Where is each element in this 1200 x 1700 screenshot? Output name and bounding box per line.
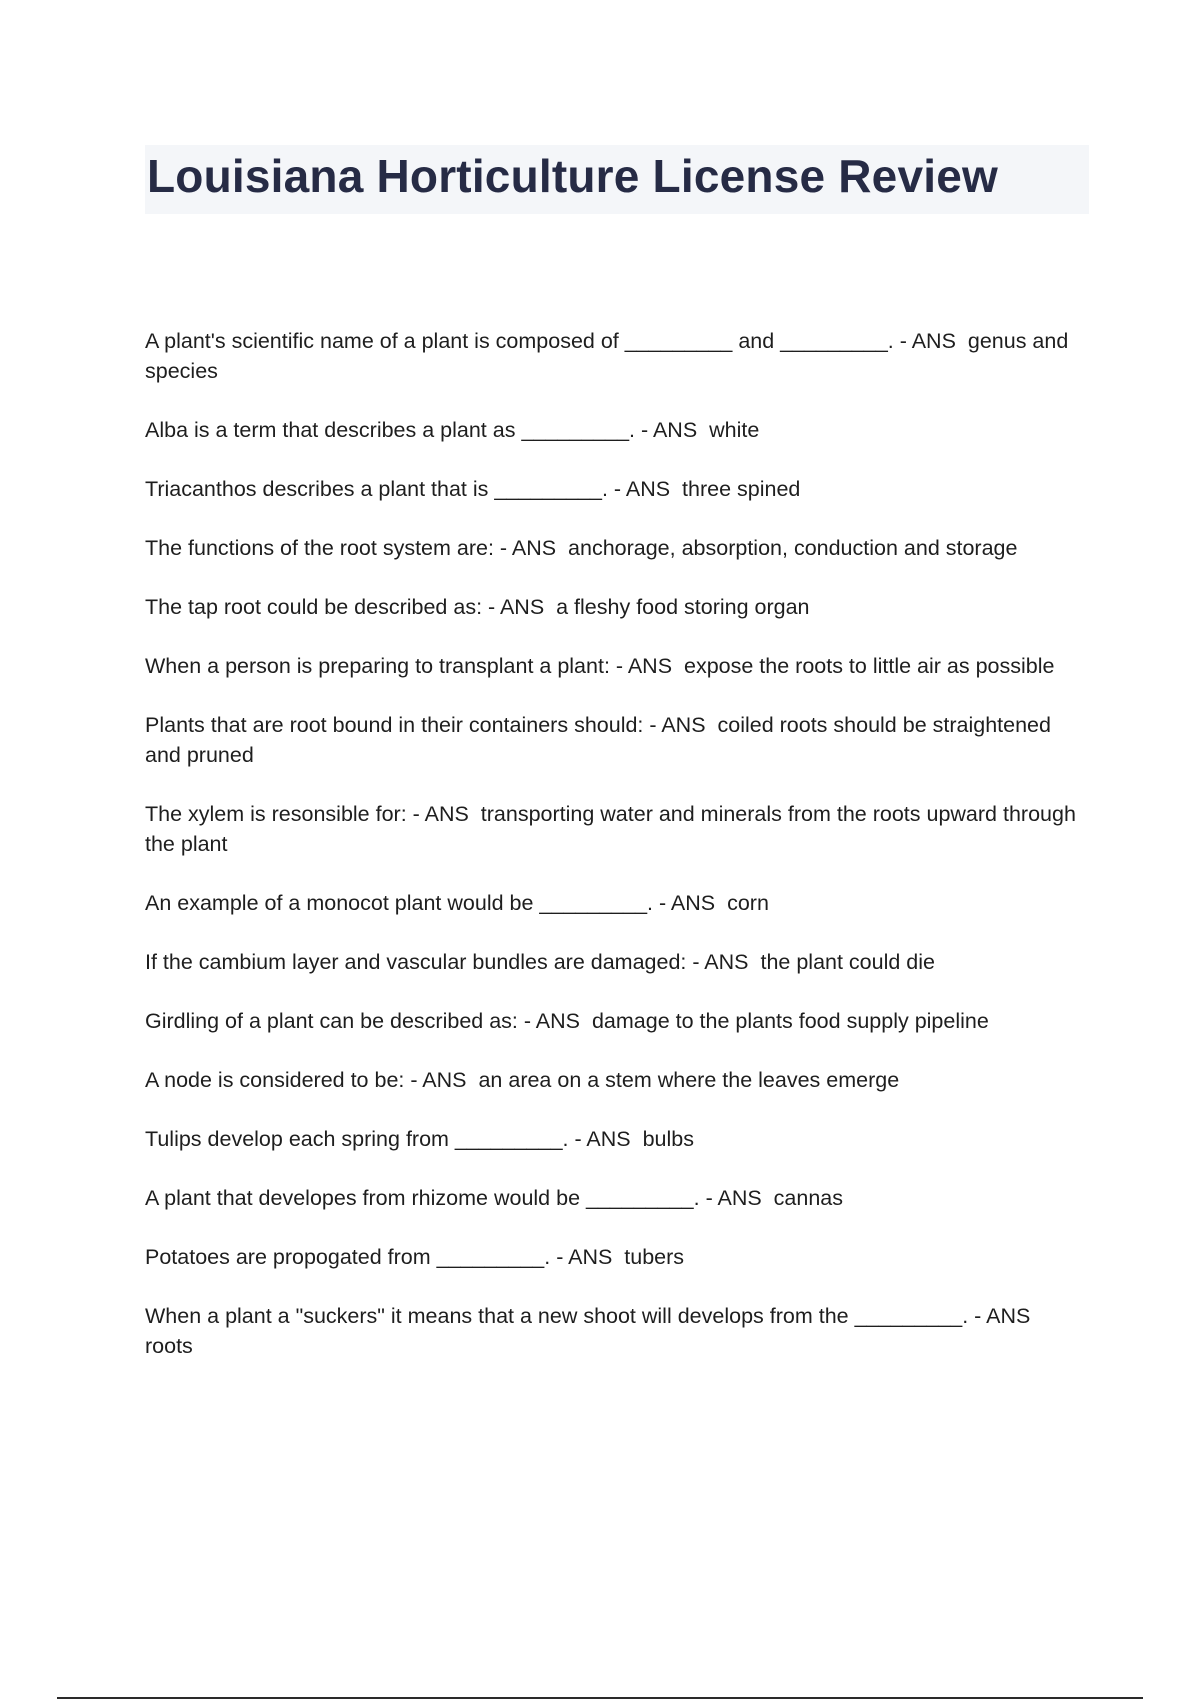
qa-item [145, 1242, 1080, 1272]
qa-question: The tap root could be described as: [145, 595, 483, 619]
qa-answer: genus and species [145, 329, 1075, 383]
qa-answer: the plant could die [760, 950, 935, 974]
qa-answer: a fleshy food storing organ [556, 595, 810, 619]
qa-question: When a plant a "suckers" it means that a new shoot will develops from the _________. [145, 1304, 969, 1328]
qa-question: Triacanthos describes a plant that is _________. [145, 477, 608, 501]
qa-answer: three spined [682, 477, 801, 501]
qa-item [145, 1183, 1080, 1213]
qa-separator: - ANS [653, 891, 728, 915]
qa-answer: roots [145, 1334, 193, 1358]
qa-answer: expose the roots to little air as possible [684, 654, 1055, 678]
qa-answer: anchorage, absorption, conduction and storage [568, 536, 1018, 560]
qa-item [145, 474, 1080, 504]
qa-item [145, 592, 1080, 622]
qa-question: An example of a monocot plant would be _________. [145, 891, 654, 915]
page-title: Louisiana Horticulture License Review [147, 150, 998, 202]
qa-question: A node is considered to be: [145, 1068, 405, 1092]
qa-question: The functions of the root system are: [145, 536, 494, 560]
qa-separator: - ANS [609, 654, 684, 678]
qa-item [145, 1065, 1080, 1095]
qa-list [145, 326, 1080, 1390]
qa-item [145, 651, 1080, 681]
qa-item [145, 1124, 1080, 1154]
qa-separator: - ANS [406, 802, 481, 826]
footer-divider [57, 1697, 1143, 1699]
qa-separator: - ANS [635, 418, 710, 442]
qa-question: Plants that are root bound in their containers should: [145, 713, 644, 737]
qa-item [145, 799, 1080, 859]
qa-separator: - ANS [568, 1127, 643, 1151]
qa-separator: - ANS [643, 713, 718, 737]
qa-answer: bulbs [642, 1127, 694, 1151]
qa-separator: - ANS [893, 329, 968, 353]
qa-item [145, 1301, 1080, 1361]
qa-separator: - ANS [493, 536, 569, 560]
qa-question: Tulips develop each spring from _________. [145, 1127, 569, 1151]
qa-answer: corn [727, 891, 769, 915]
qa-separator: - ANS [517, 1009, 592, 1033]
qa-separator: - ANS [550, 1245, 625, 1269]
qa-question: Girdling of a plant can be described as: [145, 1009, 518, 1033]
qa-separator: - ANS [968, 1304, 1043, 1328]
qa-question: A plant's scientific name of a plant is composed of _________ and _________. [145, 329, 894, 353]
qa-answer: an area on a stem where the leaves emerge [478, 1068, 900, 1092]
qa-answer: coiled roots should be straightened and pruned [145, 713, 1057, 767]
qa-separator: - ANS [482, 595, 557, 619]
title-banner [145, 145, 1089, 214]
qa-item [145, 710, 1080, 770]
qa-answer: transporting water and minerals from the roots upward through the plant [145, 802, 1082, 856]
qa-question: Alba is a term that describes a plant as _________. [145, 418, 636, 442]
qa-item [145, 888, 1080, 918]
qa-question: If the cambium layer and vascular bundles are damaged: [145, 950, 687, 974]
qa-item [145, 947, 1080, 977]
qa-question: Potatoes are propogated from _________. [145, 1245, 551, 1269]
qa-answer: tubers [624, 1245, 685, 1269]
qa-answer: white [709, 418, 760, 442]
qa-answer: damage to the plants food supply pipeline [591, 1009, 989, 1033]
qa-item [145, 533, 1080, 563]
qa-question: When a person is preparing to transplant a plant: [145, 654, 610, 678]
qa-item [145, 1006, 1080, 1036]
qa-separator: - ANS [404, 1068, 479, 1092]
qa-question: The xylem is resonsible for: [145, 802, 407, 826]
qa-answer: cannas [773, 1186, 844, 1210]
qa-item [145, 326, 1080, 386]
qa-separator: - ANS [607, 477, 683, 501]
qa-question: A plant that developes from rhizome would be _________. [145, 1186, 700, 1210]
qa-item [145, 415, 1080, 445]
qa-separator: - ANS [699, 1186, 774, 1210]
qa-separator: - ANS [686, 950, 761, 974]
